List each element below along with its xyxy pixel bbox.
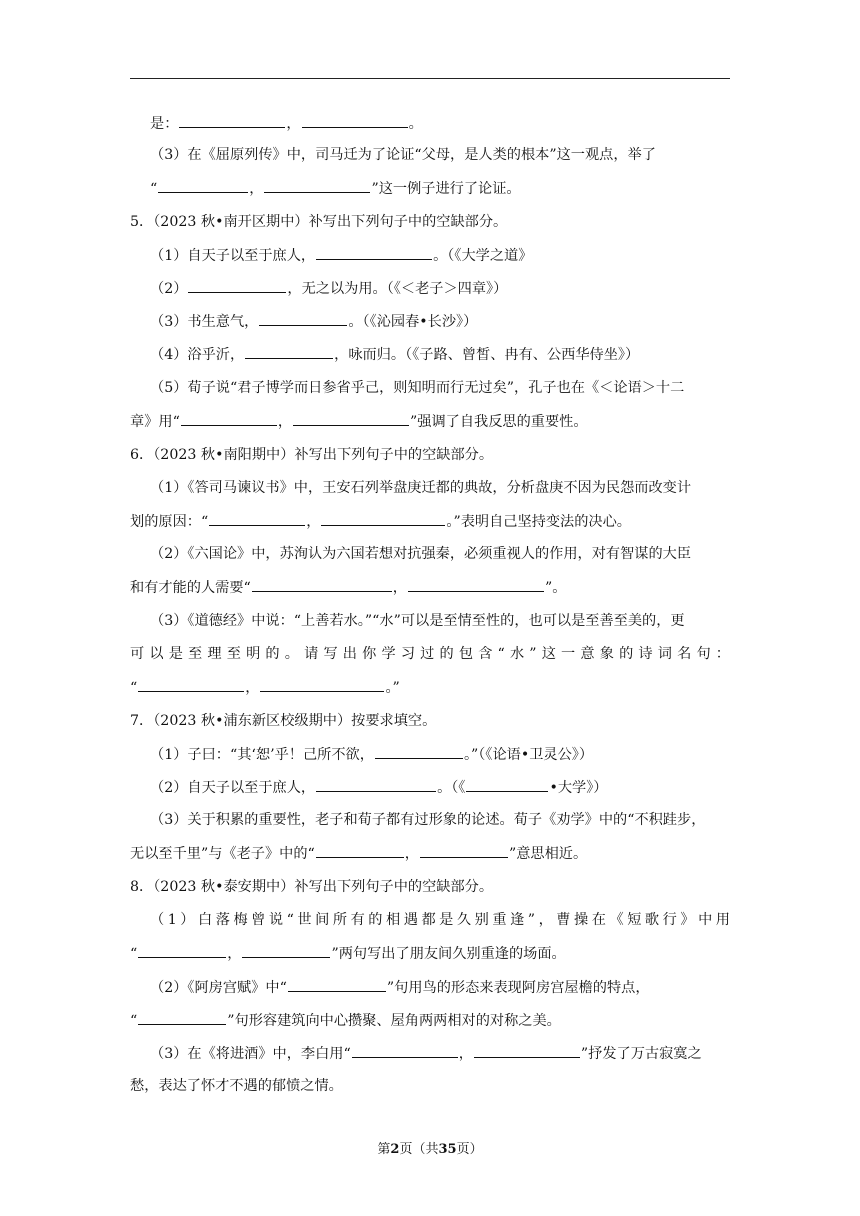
blank[interactable] [288,976,386,992]
q7-title: 7．（2023 秋•浦东新区校级期中）按要求填空。 [130,713,437,729]
q5-item-1: （1）自天子以至于庶人， 。（《大学之道》 [130,244,730,267]
q8-item-2-line1: （2）《阿房宫赋》中“ ”句用鸟的形态来表现阿房宫屋檐的特点， [130,976,730,999]
q8-item-3-line2: 愁，表达了怀才不遇的郁愤之情。 [130,1078,343,1094]
blank[interactable] [420,842,508,858]
q5-item-5-line2: 章》用“ ， ”强调了自我反思的重要性。 [130,410,730,433]
q6-item-1-line2: 划的原因：“ ， 。”表明自己坚持变法的决心。 [130,510,730,533]
q5-item-2: （2） ，无之以为用。（《＜老子＞四章》） [130,277,730,300]
q6-item-3-line2: 可以是至理至明的。请写出你学习过的包含“水”这一意象的诗词名句： [130,646,730,662]
blank[interactable] [352,1042,458,1058]
blank[interactable] [321,510,445,526]
q7-item-2: （2）自天子以至于庶人， 。（《 •大学》） [130,776,730,799]
blank[interactable] [316,776,436,792]
q7-item-3-line1: （3）关于积累的重要性，老子和荀子都有过形象的论述。荀子《劝学》中的“不积跬步， [150,812,706,828]
q6-item-2-line1: （2）《六国论》中，苏洵认为六国若想对抗强秦，必须重视人的作用，对有智谋的大臣 [150,546,692,562]
blank[interactable] [181,410,277,426]
q5-item-3: （3）书生意气， 。（《沁园春•长沙》） [130,310,730,333]
blank[interactable] [138,676,244,692]
q4-continuation: 是： ， 。 [130,112,730,135]
blank[interactable] [302,112,408,128]
blank[interactable] [264,177,370,193]
q8-item-1-line1: （1）白落梅曾说“世间所有的相遇都是久别重逢”，曹操在《短歌行》中用 [150,912,730,928]
q5-item-5-line1: （5）荀子说“君子博学而日参省乎己，则知明而行无过矣”，孔子也在《＜论语＞十二 [150,380,685,396]
q6-item-1-line1: （1）《答司马谏议书》中，王安石列举盘庚迁都的典故，分析盘庚不因为民怨而改变计 [150,480,692,496]
blank[interactable] [259,310,347,326]
q6-item-3-line3: “ ， 。” [130,676,730,699]
page-footer: 第2页（共35页） [377,1142,483,1157]
q6-item-2-line2: 和有才能的人需要“ ， ”。 [130,576,730,599]
blank[interactable] [138,1009,226,1025]
blank[interactable] [316,244,432,260]
blank[interactable] [375,743,463,759]
blank[interactable] [188,277,286,293]
q4-item-3-line1: （3）在《屈原列传》中，司马迁为了论证“父母，是人类的根本”这一观点，举了 [150,147,656,163]
blank[interactable] [293,410,409,426]
header-rule [130,78,730,79]
blank[interactable] [316,842,404,858]
q6-title: 6．（2023 秋•南阳期中）补写出下列句子中的空缺部分。 [130,447,494,463]
q8-item-3-line1: （3）在《将进酒》中，李白用“ ， ”抒发了万古寂寞之 [130,1042,730,1065]
blank[interactable] [260,676,384,692]
total-pages: 35 [438,1142,457,1157]
q5-item-4: （4）浴乎沂， ，咏而归。（《子路、曾皙、冉有、公西华侍坐》） [130,343,730,366]
blank[interactable] [242,942,330,958]
blank[interactable] [252,576,392,592]
q8-title: 8．（2023 秋•泰安期中）补写出下列句子中的空缺部分。 [130,879,494,895]
q7-item-3-line2: 无以至千里”与《老子》中的“ ， ”意思相近。 [130,842,730,865]
q8-item-2-line2: “ ”句形容建筑向中心攒聚、屋角两两相对的对称之美。 [130,1009,730,1032]
q7-item-1: （1）子曰：“其‘恕’乎！己所不欲， 。”（《论语•卫灵公》） [130,743,730,766]
q8-item-1-line2: “ ， ”两句写出了朋友间久别重逢的场面。 [130,942,730,965]
blank[interactable] [179,112,285,128]
blank[interactable] [474,1042,580,1058]
blank[interactable] [408,576,544,592]
blank[interactable] [466,776,548,792]
q4-item-3-line2: “ ， ”这一例子进行了论证。 [130,177,730,200]
blank[interactable] [138,942,226,958]
blank[interactable] [158,177,248,193]
page-number: 2 [390,1142,400,1157]
q5-title: 5．（2023 秋•南开区期中）补写出下列句子中的空缺部分。 [130,214,508,230]
blank[interactable] [245,343,333,359]
q6-item-3-line1: （3）《道德经》中说：“上善若水。”“水”可以是至情至性的，也可以是至善至美的，更 [150,613,685,629]
blank[interactable] [209,510,305,526]
